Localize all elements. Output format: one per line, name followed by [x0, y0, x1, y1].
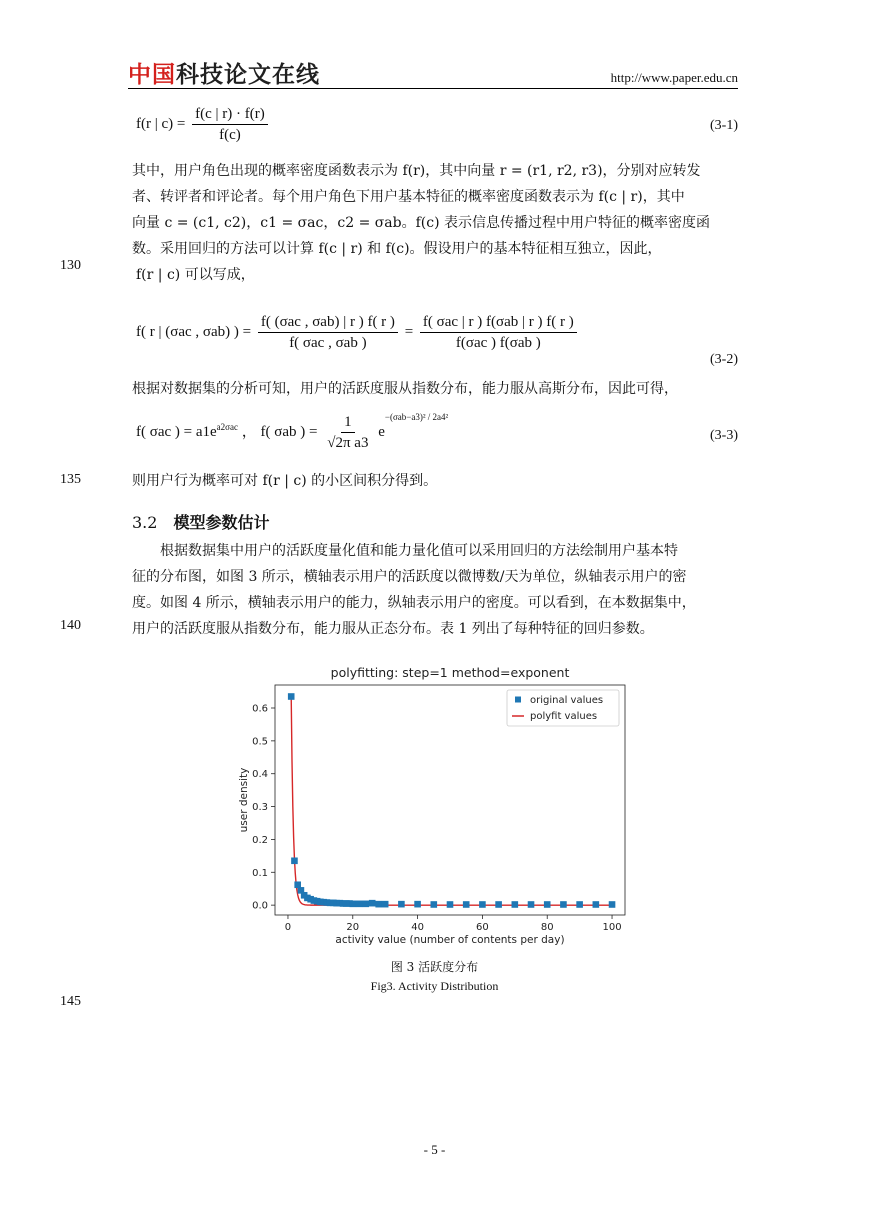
x-tick-label: 80 [540, 922, 554, 933]
paragraph-line: 征的分布图，如图 3 所示，横轴表示用户的活跃度以微博数/天为单位，纵轴表示用户的密 [132, 569, 687, 585]
data-point [362, 901, 369, 908]
data-point [479, 901, 486, 908]
x-tick-label: 20 [346, 922, 360, 933]
data-point [356, 901, 363, 908]
section-number: 3.2 [132, 513, 158, 532]
eq3-part2: f( σab ) = [260, 423, 318, 440]
y-tick-label: 0.2 [252, 834, 268, 846]
eq1-numerator: f(c | r) · f(r) [192, 104, 268, 125]
y-tick-label: 0.0 [252, 900, 268, 912]
data-point [528, 901, 535, 908]
data-point [463, 901, 470, 908]
eq2-denominator-2: f(σac ) f(σab ) [455, 335, 541, 351]
paragraph-user-role-density [132, 158, 738, 288]
paragraph-distributions: 根据对数据集的分析可知，用户的活跃度服从指数分布，能力服从高斯分布，因此可得， [132, 381, 678, 397]
section-heading [132, 510, 269, 533]
paragraph-line: 度。如图 4 所示，横轴表示用户的能力，纵轴表示用户的密度。可以看到，在本数据集中， [132, 595, 696, 611]
line-number: 140 [60, 618, 81, 633]
equation-number-3-3: (3-3) [710, 428, 738, 443]
page-number: - 5 - [423, 1142, 446, 1157]
eq3-fraction [324, 412, 371, 453]
eq3-exp-exponent: −(σab−a3)² / 2a4² [384, 411, 449, 422]
figure-3 [240, 660, 640, 960]
data-point [576, 901, 583, 908]
y-tick-label: 0.1 [252, 867, 268, 879]
paragraph-line: f(r | c) 可以写成， [136, 267, 255, 283]
page-number-value: 5 [431, 1142, 438, 1157]
line-number: 135 [60, 472, 81, 487]
figure-caption-cn: 图 3 活跃度分布 [390, 960, 479, 974]
paragraph-integration: 则用户行为概率可对 f(r | c) 的小区间积分得到。 [132, 473, 438, 489]
x-axis-label: activity value (number of contents per day) [335, 934, 565, 946]
header-url[interactable]: http://www.paper.edu.cn [610, 70, 738, 85]
y-tick-label: 0.6 [252, 703, 268, 715]
eq1-lhs: f(r | c) = [136, 115, 186, 132]
paragraph-line: 数。采用回归的方法可以计算 f(c | r) 和 f(c)。假设用户的基本特征相互独立，因此， [132, 241, 662, 257]
eq2-fraction-2 [420, 312, 577, 353]
data-point [349, 901, 356, 908]
x-tick-label: 60 [476, 922, 489, 933]
data-point [512, 901, 519, 908]
chart-title: polyfitting: step=1 method=exponent [330, 665, 570, 680]
data-point [447, 901, 454, 908]
eq3-numerator: 1 [341, 412, 355, 433]
eq3-part1-exponent: a2σac [216, 421, 239, 432]
x-tick-label: 0 [284, 922, 292, 933]
journal-logo [128, 62, 320, 88]
eq3-denominator: √2π a3 [327, 435, 369, 451]
legend-marker-original [515, 697, 521, 703]
line-number: 130 [60, 258, 81, 273]
eq2-fraction-1 [258, 312, 398, 353]
x-tick-label: 40 [411, 922, 424, 933]
y-axis-label: user density [238, 767, 250, 833]
y-tick-label: 0.5 [252, 736, 268, 748]
eq1-fraction [192, 104, 268, 145]
data-point [544, 901, 551, 908]
section-title: 模型参数估计 [173, 513, 270, 532]
paragraph-line: 其中，用户角色出现的概率密度函数表示为 f(r)，其中向量 r = (r1, r2, r3)，分别对应转发 [132, 163, 701, 179]
legend-label-original: original values [530, 695, 604, 706]
data-point [291, 857, 298, 864]
data-point [430, 901, 437, 908]
figure-caption-en: Fig3. Activity Distribution [370, 979, 499, 993]
y-tick-label: 0.4 [252, 769, 268, 781]
data-point [414, 901, 421, 908]
data-point [495, 901, 502, 908]
logo-red-text: 中国 [128, 62, 176, 88]
eq3-exp-base: e [378, 423, 385, 440]
eq2-lhs: f( r | (σac , σab) ) = [136, 323, 252, 340]
equation-3-1 [136, 104, 271, 145]
logo-dark-text: 科技论文在线 [176, 62, 320, 88]
y-tick-label: 0.3 [252, 802, 268, 814]
equation-3-3 [136, 412, 448, 453]
x-tick-label: 100 [602, 922, 622, 933]
eq3-separator: ， [241, 423, 257, 440]
data-point [593, 901, 600, 908]
paragraph-line: 向量 c = (c1, c2)，c1 = σac，c2 = σab。f(c) 表示信息传播过程中用户特征的概率密度函 [132, 215, 711, 231]
equation-number-3-2: (3-2) [710, 352, 738, 367]
data-point [369, 900, 376, 907]
equation-3-2: f( r | (σac , σab) ) = $\frac{\text{f( (σac , σab) | r ) f( r )}}{\text{f( σac , σab )}}$ = $\frac{\text{f( σac | r ) f(σab | r ) f( r )}}{\text{f(σac ) f(σab )}}$ [136, 312, 580, 353]
eq1-denominator: f(c) [219, 127, 241, 143]
data-point [288, 693, 295, 700]
eq2-numerator-1: f( (σac , σab) | r ) f( r ) [258, 312, 398, 333]
eq3-part1: f( σac ) = a1e [136, 423, 217, 440]
activity-distribution-chart [240, 660, 640, 960]
eq2-denominator-1: f( σac , σab ) [289, 335, 367, 351]
paragraph-line: 用户的活跃度服从指数分布，能力服从正态分布。表 1 列出了每种特征的回归参数。 [132, 621, 654, 637]
eq2-numerator-2: f( σac | r ) f(σab | r ) f( r ) [420, 312, 577, 333]
data-point [560, 901, 567, 908]
data-point [382, 901, 389, 908]
data-point [375, 901, 382, 908]
header-rule [128, 88, 738, 89]
paragraph-line: 者、转评者和评论者。每个用户角色下用户基本特征的概率密度函数表示为 f(c | r)，其中 [132, 189, 685, 205]
equation-number-3-1: (3-1) [710, 118, 738, 133]
paragraph-line: 根据数据集中用户的活跃度量化值和能力量化值可以采用回归的方法绘制用户基本特 [160, 543, 678, 559]
legend-label-polyfit: polyfit values [530, 711, 598, 722]
paragraph-parameter-estimation [132, 538, 738, 642]
data-point [398, 901, 405, 908]
data-point [609, 901, 616, 908]
line-number: 145 [60, 994, 81, 1009]
